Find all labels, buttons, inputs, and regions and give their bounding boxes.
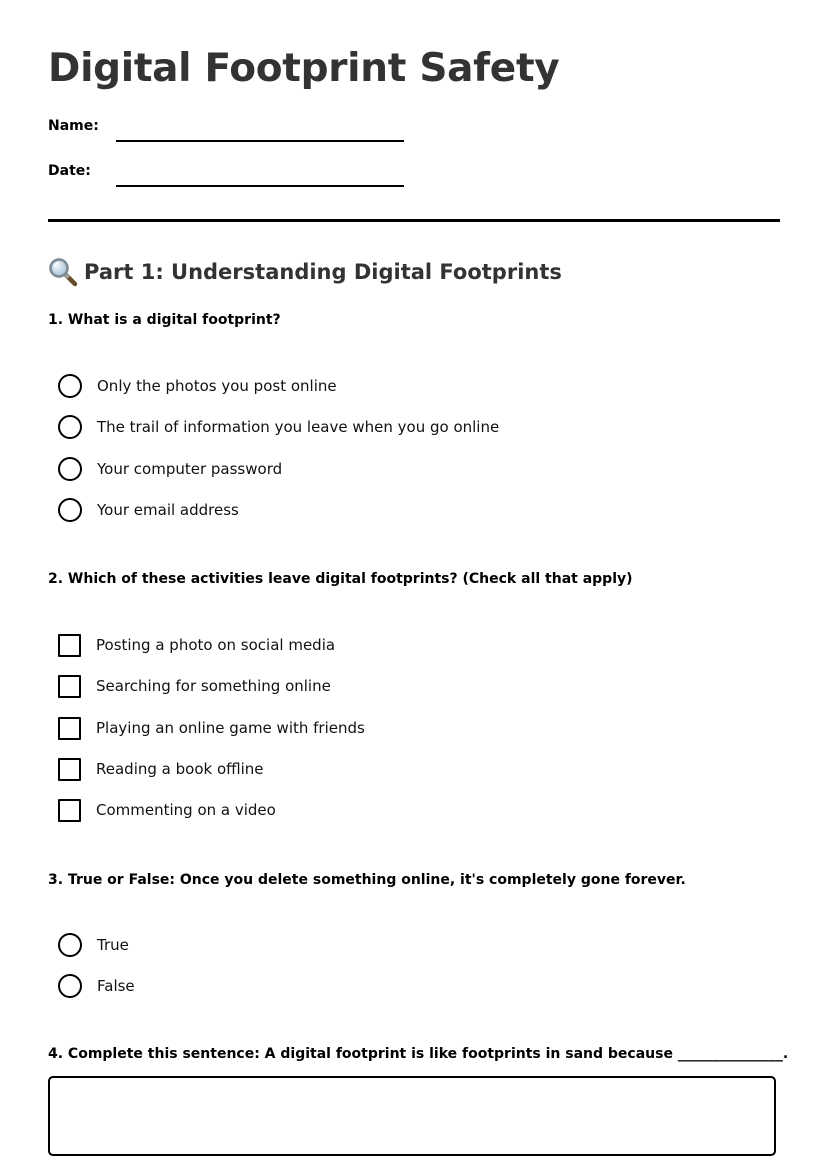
radio-button[interactable]	[58, 498, 82, 522]
q2-option-5[interactable]	[58, 798, 276, 822]
q3-option-false[interactable]	[58, 974, 135, 998]
q2-option-4[interactable]	[58, 757, 264, 781]
option-label: Reading a book offline	[96, 760, 264, 778]
question-1-prompt: 1. What is a digital footprint?	[48, 312, 281, 328]
q1-option-2[interactable]	[58, 415, 499, 439]
date-input-line[interactable]	[116, 185, 404, 187]
option-label: Playing an online game with friends	[96, 719, 365, 737]
header-divider	[48, 219, 780, 222]
q1-option-3[interactable]	[58, 457, 282, 481]
checkbox[interactable]	[58, 717, 81, 740]
radio-button[interactable]	[58, 933, 82, 957]
q3-option-true[interactable]	[58, 933, 129, 957]
q2-option-1[interactable]	[58, 633, 335, 657]
checkbox[interactable]	[58, 634, 81, 657]
q2-option-3[interactable]	[58, 716, 365, 740]
radio-button[interactable]	[58, 974, 82, 998]
radio-button[interactable]	[58, 374, 82, 398]
option-label: False	[97, 977, 135, 995]
option-label: The trail of information you leave when you go online	[97, 418, 500, 436]
part1-heading	[48, 256, 562, 288]
q1-option-1[interactable]	[58, 374, 337, 398]
magnifying-glass-icon	[48, 257, 78, 287]
option-label: Your computer password	[97, 460, 283, 478]
q4-answer-box[interactable]	[48, 1076, 776, 1156]
option-label: Commenting on a video	[96, 801, 276, 819]
name-field-row	[48, 118, 448, 148]
option-label: Only the photos you post online	[97, 377, 337, 395]
name-label: Name:	[48, 118, 99, 134]
option-label: Your email address	[97, 501, 239, 519]
question-3-prompt: 3. True or False: Once you delete something online, it's completely gone forever.	[48, 872, 686, 888]
checkbox[interactable]	[58, 675, 81, 698]
page-title: Digital Footprint Safety	[48, 46, 560, 91]
q1-option-4[interactable]	[58, 498, 239, 522]
option-label: Searching for something online	[96, 677, 331, 695]
question-2-prompt: 2. Which of these activities leave digital footprints? (Check all that apply)	[48, 571, 633, 587]
option-label: Posting a photo on social media	[96, 636, 336, 654]
checkbox[interactable]	[58, 758, 81, 781]
worksheet-page	[48, 0, 789, 1118]
date-label: Date:	[48, 163, 91, 179]
question-4-prompt: 4. Complete this sentence: A digital footprint is like footprints in sand because _______________.	[48, 1046, 789, 1062]
radio-button[interactable]	[58, 457, 82, 481]
date-field-row	[48, 163, 448, 193]
name-input-line[interactable]	[116, 140, 404, 142]
checkbox[interactable]	[58, 799, 81, 822]
radio-button[interactable]	[58, 415, 82, 439]
option-label: True	[97, 936, 129, 954]
part1-title: Part 1: Understanding Digital Footprints	[84, 260, 562, 284]
q2-option-2[interactable]	[58, 674, 331, 698]
